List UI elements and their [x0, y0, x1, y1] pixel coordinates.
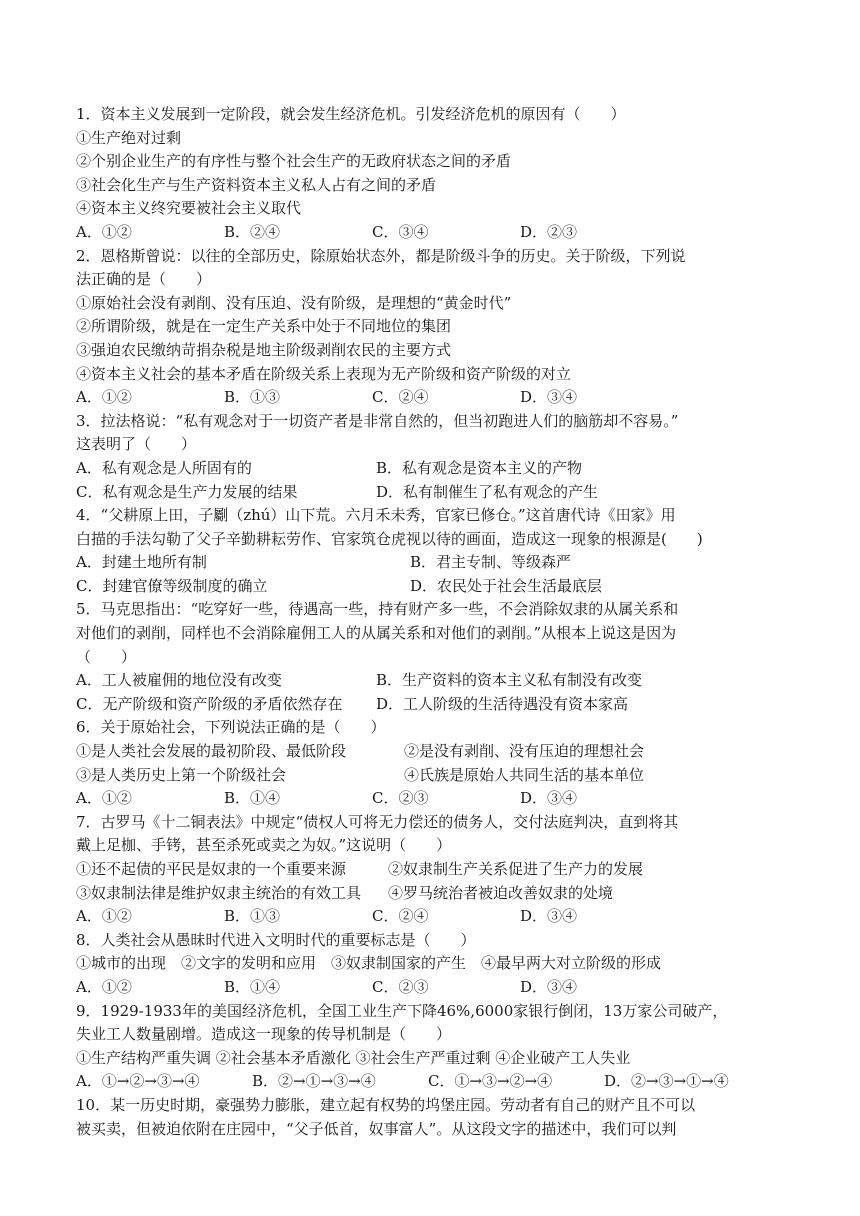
- question-stem: 2．恩格斯曾说：以往的全部历史，除原始状态外，都是阶级斗争的历史。关于阶级，下列说: [76, 246, 686, 265]
- question-5: [76, 598, 796, 716]
- statement-item: ①城市的出现 ②文字的发明和应用 ③奴隶制国家的产生 ④最早两大对立阶级的形成: [76, 954, 662, 973]
- question-stem: 这表明了（ ）: [76, 435, 197, 454]
- statement-item: ②奴隶制生产关系促进了生产力的发展: [388, 860, 644, 878]
- question-stem: （ ）: [76, 647, 137, 666]
- answer-options: [76, 787, 796, 811]
- option-a[interactable]: A．封建土地所有制: [76, 553, 207, 572]
- question-stem: 7．古罗马《十二铜表法》中规定“债权人可将无力偿还的债务人，交付法庭判决，直到将其: [76, 812, 679, 831]
- option-b[interactable]: B．①④: [224, 789, 281, 808]
- option-c[interactable]: C．②④: [372, 907, 429, 926]
- question-stem: 6．关于原始社会，下列说法正确的是（ ）: [76, 718, 386, 737]
- question-stem: 9．1929-1933年的美国经济危机，全国工业生产下降46%,6000家银行倒闭，13万家公司破产，: [76, 1001, 728, 1020]
- option-b[interactable]: B．私有观念是资本主义的产物: [376, 458, 583, 477]
- question-4: [76, 504, 796, 598]
- question-10: [76, 1094, 796, 1141]
- option-d[interactable]: D．③④: [520, 388, 578, 407]
- option-c[interactable]: C．①→③→②→④: [428, 1072, 553, 1091]
- statement-item: ③社会化生产与生产资料资本主义私人占有之间的矛盾: [76, 175, 437, 194]
- option-d[interactable]: D．③④: [520, 977, 578, 996]
- statement-item: ④资本主义社会的基本矛盾在阶级关系上表现为无产阶级和资产阶级的对立: [76, 364, 572, 383]
- statement-item: ①原始社会没有剥削、没有压迫、没有阶级，是理想的“黄金时代”: [76, 293, 512, 312]
- question-stem: 5．马克思指出：“吃穿好一些，待遇高一些，持有财产多一些，不会消除奴隶的从属关系和: [76, 600, 679, 619]
- answer-options: [76, 1070, 796, 1094]
- option-d[interactable]: D．工人阶级的生活待遇没有资本家高: [376, 694, 629, 713]
- statement-item: ①生产绝对过剩: [76, 128, 182, 147]
- option-a[interactable]: A．工人被雇佣的地位没有改变: [76, 671, 282, 690]
- option-c[interactable]: C．②③: [372, 977, 429, 996]
- statement-pair: [76, 740, 796, 764]
- question-stem: 法正确的是（ ）: [76, 270, 212, 289]
- option-d[interactable]: D．②→③→①→④: [604, 1072, 729, 1091]
- question-stem: 3．拉法格说：“私有观念对于一切资产者是非常自然的，但当初跑进人们的脑筋却不容易。”: [76, 411, 679, 430]
- statement-pair: [76, 882, 796, 906]
- statement-item: ④资本主义终究要被社会主义取代: [76, 199, 302, 218]
- option-a[interactable]: A．①②: [76, 907, 132, 926]
- answer-options: [76, 905, 796, 929]
- question-7: [76, 811, 796, 929]
- option-c[interactable]: C．③④: [372, 222, 429, 241]
- question-stem: 戴上足枷、手铐，甚至杀死或卖之为奴。”这说明（ ）: [76, 836, 452, 855]
- option-b[interactable]: B．①④: [224, 977, 281, 996]
- answer-options: [76, 551, 796, 575]
- question-sheet: [76, 103, 796, 1141]
- answer-options: [76, 481, 796, 505]
- question-stem: 10．某一历史时期，豪强势力膨胀，建立起有权势的坞堡庄园。劳动者有自己的财产且不可以: [76, 1095, 696, 1114]
- question-stem: 8．人类社会从愚昧时代进入文明时代的重要标志是（ ）: [76, 930, 476, 949]
- option-d[interactable]: D．③④: [520, 907, 578, 926]
- option-a[interactable]: A．①②: [76, 789, 132, 808]
- question-2: [76, 245, 796, 410]
- answer-options: [76, 575, 796, 599]
- answer-options: [76, 386, 796, 410]
- option-a[interactable]: A．私有观念是人所固有的: [76, 458, 252, 477]
- option-a[interactable]: A．①②: [76, 388, 132, 407]
- question-stem: 被买卖，但被迫依附在庄园中，“父子低首，奴事富人”。从这段文字的描述中，我们可以判: [76, 1119, 677, 1138]
- answer-options: [76, 976, 796, 1000]
- option-d[interactable]: D．农民处于社会生活最底层: [410, 576, 603, 595]
- question-1: [76, 103, 796, 245]
- statement-item: ③是人类历史上第一个阶级社会: [76, 765, 287, 784]
- statement-item: ④氏族是原始人共同生活的基本单位: [404, 765, 645, 784]
- statement-item: ②所谓阶级，就是在一定生产关系中处于不同地位的集团: [76, 317, 452, 336]
- statement-item: ②是没有剥削、没有压迫的理想社会: [404, 742, 645, 761]
- question-stem: 白描的手法勾勒了父子辛勤耕耘劳作、官家筑仓虎视以待的画面，造成这一现象的根源是( ): [76, 529, 703, 548]
- answer-options: [76, 457, 796, 481]
- answer-options: [76, 669, 796, 693]
- statement-item: ④罗马统治者被迫改善奴隶的处境: [388, 883, 614, 902]
- option-b[interactable]: B．①③: [224, 388, 281, 407]
- question-stem: 对他们的剥削，同样也不会消除雇佣工人的从属关系和对他们的剥削。”从根本上说这是因为: [76, 624, 677, 643]
- statement-item: ①还不起债的平民是奴隶的一个重要来源: [76, 860, 347, 878]
- statement-item: ①是人类社会发展的最初阶段、最低阶段: [76, 742, 347, 761]
- option-b[interactable]: B．君主专制、等级森严: [410, 553, 572, 572]
- question-8: [76, 929, 796, 1000]
- question-stem: 失业工人数量剧增。造成这一现象的传导机制是（ ）: [76, 1025, 452, 1044]
- statement-item: ③奴隶制法律是维护奴隶主统治的有效工具: [76, 883, 362, 902]
- answer-options: [76, 693, 796, 717]
- option-c[interactable]: C．②④: [372, 388, 429, 407]
- question-6: [76, 716, 796, 810]
- option-c[interactable]: C．私有观念是生产力发展的结果: [76, 482, 298, 501]
- statement-pair: [76, 858, 796, 882]
- option-a[interactable]: A．①②: [76, 977, 132, 996]
- statement-pair: [76, 764, 796, 788]
- question-9: [76, 1000, 796, 1094]
- statement-item: ①生产结构严重失调 ②社会基本矛盾激化 ③社会生产严重过剩 ④企业破产工人失业: [76, 1048, 631, 1067]
- option-c[interactable]: C．无产阶级和资产阶级的矛盾依然存在: [76, 694, 343, 713]
- option-b[interactable]: B．②→①→③→④: [252, 1072, 376, 1091]
- option-a[interactable]: A．①→②→③→④: [76, 1072, 200, 1091]
- question-3: [76, 410, 796, 504]
- option-d[interactable]: D．私有制催生了私有观念的产生: [376, 482, 599, 501]
- answer-options: [76, 221, 796, 245]
- option-d[interactable]: D．③④: [520, 789, 578, 808]
- statement-item: ③强迫农民缴纳苛捐杂税是地主阶级剥削农民的主要方式: [76, 340, 452, 359]
- question-stem: 4．“父耕原上田，子劚（zhú）山下荒。六月禾未秀，官家已修仓。”这首唐代诗《田家》用: [76, 506, 676, 525]
- option-d[interactable]: D．②③: [520, 222, 578, 241]
- option-b[interactable]: B．②④: [224, 222, 281, 241]
- option-a[interactable]: A．①②: [76, 222, 132, 241]
- option-b[interactable]: B．生产资料的资本主义私有制没有改变: [376, 671, 643, 690]
- option-c[interactable]: C．②③: [372, 789, 429, 808]
- statement-item: ②个别企业生产的有序性与整个社会生产的无政府状态之间的矛盾: [76, 152, 512, 171]
- option-c[interactable]: C．封建官僚等级制度的确立: [76, 576, 268, 595]
- option-b[interactable]: B．①③: [224, 907, 281, 926]
- question-stem: 1．资本主义发展到一定阶段，就会发生经济危机。引发经济危机的原因有（ ）: [76, 105, 626, 123]
